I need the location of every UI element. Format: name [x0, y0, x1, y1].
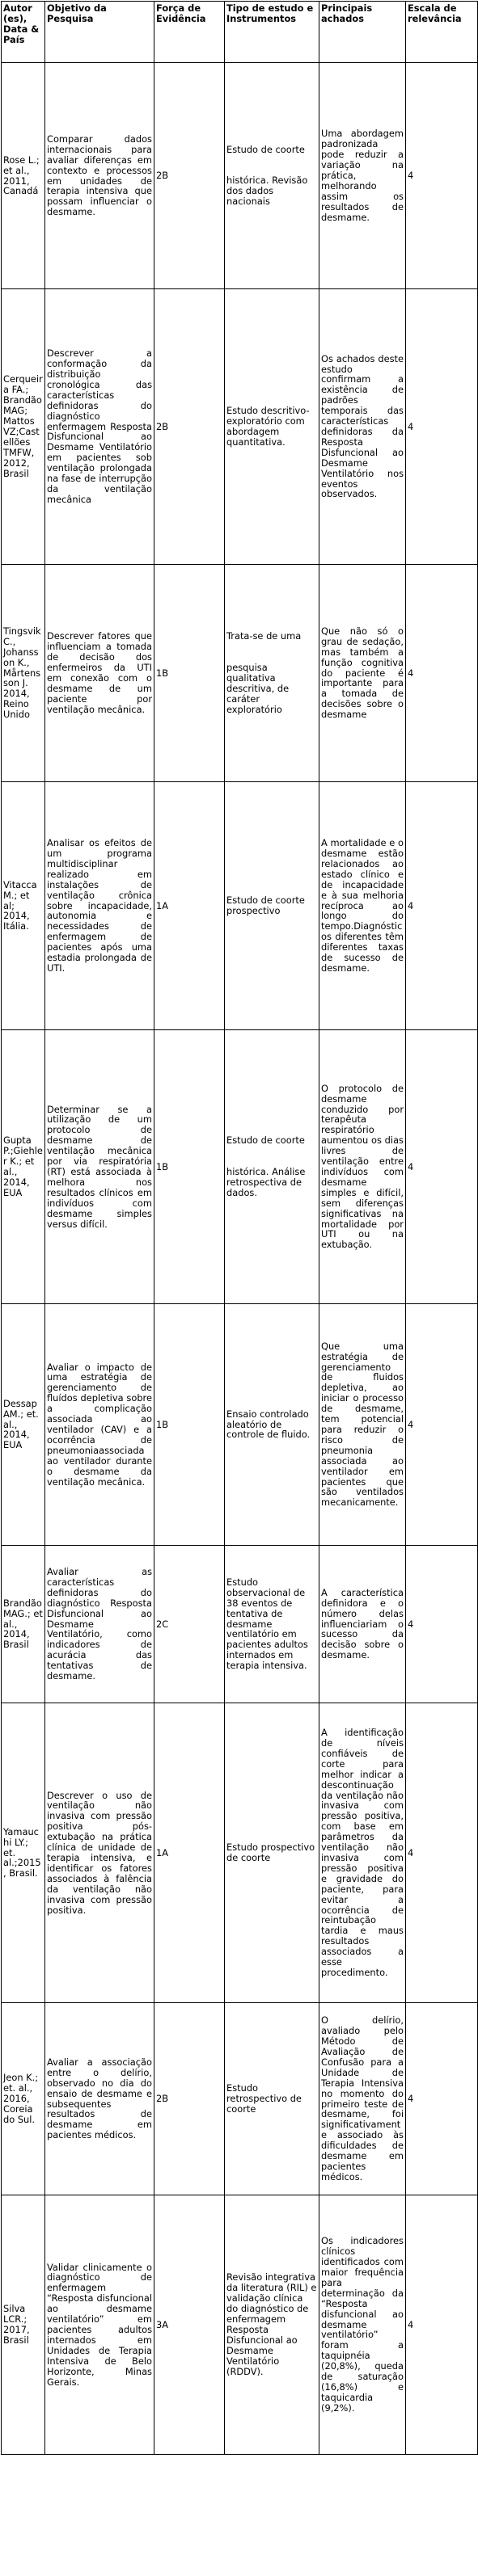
- study-type-text: Estudo de coorte: [226, 1134, 305, 1147]
- findings-cell: Que uma estratégia de gerenciamento de fluidos depletiva, ao iniciar o processo de desmame, tem potencial para reduzir o risco de pneumonia associada ao ventilador em pacientes que são ventilados mecanicamente.: [319, 1304, 406, 1546]
- study-type-cell: [225, 289, 319, 565]
- study-type-continuation: histórica. Revisão dos dados nacionais: [226, 175, 308, 208]
- table-row: [2, 63, 478, 289]
- study-type-cell: [225, 1703, 319, 2003]
- relevance-cell: 4: [406, 1304, 478, 1546]
- relevance-cell: 4: [406, 1030, 478, 1304]
- objective-cell: Determinar se a utilização de um protocolo de desmame de ventilação mecânica por via respiratória (RT) está associada à melhora nos resultados clínicos em indivíduos com desmame simples versus difícil.: [45, 1030, 154, 1304]
- study-type-cell: [225, 1030, 319, 1304]
- objective-cell: Comparar dados internacionais para avaliar diferenças em contexto e processos em unidades de terapia intensiva que possam influenciar o desmame.: [45, 63, 154, 289]
- study-type-cell: [225, 782, 319, 1030]
- table-row: [2, 289, 478, 565]
- study-type-text: Trata-se de uma: [226, 630, 302, 642]
- table-row: [2, 1304, 478, 1546]
- relevance-cell: 4: [406, 565, 478, 782]
- study-type-text: Estudo prospectivo de coorte: [226, 1842, 315, 1863]
- study-type-cell: [225, 1546, 319, 1703]
- header-relevance: Escala de relevância: [406, 2, 478, 63]
- study-type-cell: [225, 2003, 319, 2195]
- objective-cell: Descrever fatores que influenciam a tomada de decisão dos enfermeiros da UTI em conexão com o desmame de um paciente por ventilação mecânica.: [45, 565, 154, 782]
- findings-cell: Os achados deste estudo confirmam a existência de padrões temporais das características definidoras da Resposta Disfuncional ao Desmame Ventilatório nos eventos observados.: [319, 289, 406, 565]
- relevance-cell: 4: [406, 1546, 478, 1703]
- study-type-text: Estudo descritivo-exploratório com abordagem quantitativa.: [226, 405, 310, 448]
- relevance-cell: 4: [406, 2003, 478, 2195]
- evidence-cell: 1B: [154, 1304, 225, 1546]
- study-type-text: Estudo de coorte: [226, 143, 305, 155]
- evidence-cell: 1B: [154, 1030, 225, 1304]
- study-type-text: Estudo de coorte prospectivo: [226, 894, 305, 916]
- author-cell: Vitacca M.; et al; 2014, Itália.: [2, 782, 45, 1030]
- objective-cell: Descrever o uso de ventilação não invasiva com pressão positiva pós-extubação na prática clínica de unidade de terapia intensiva, e identificar os fatores associados à falência da ventilação não invasiva com pressão positiva.: [45, 1703, 154, 2003]
- study-type-cell: [225, 2195, 319, 2455]
- relevance-cell: 4: [406, 289, 478, 565]
- findings-cell: A identificação de níveis confiáveis de corte para melhor indicar a descontinuação da ventilação não invasiva com pressão positiva, com base em parâmetros da ventilação não invasiva com pressão positiva e gravidade do paciente, para evitar a ocorrência de reintubação tardia e maus resultados associados a esse procedimento.: [319, 1703, 406, 2003]
- relevance-cell: 4: [406, 2195, 478, 2455]
- study-type-cell: [225, 565, 319, 782]
- literature-review-table: [1, 1, 478, 2455]
- study-type-text: Ensaio controlado aleatório de controle de fluido.: [226, 1408, 311, 1441]
- findings-cell: O protocolo de desmame conduzido por terapêuta respiratório aumentou os dias livres de ventilação entre indivíduos com desmame simples e difícil, sem diferenças significativas na mortalidade por UTI ou na extubação.: [319, 1030, 406, 1304]
- findings-cell: Uma abordagem padronizada pode reduzir a variação na prática, melhorando assim os resultados de desmame.: [319, 63, 406, 289]
- author-cell: Silva LCR.; 2017, Brasil: [2, 2195, 45, 2455]
- objective-cell: Avaliar as características definidoras do diagnóstico Resposta Disfuncional ao Desmame Ventilatório, como indicadores de acurácia das tentativas de desmame.: [45, 1546, 154, 1703]
- objective-cell: Avaliar o impacto de uma estratégia de gerenciamento de fluídos depletiva sobre a complicação associada ao ventilador (CAV) e a ocorrência de pneumoniaassociada ao ventilador durante o desmame da ventilação mecânica.: [45, 1304, 154, 1546]
- evidence-cell: 3A: [154, 2195, 225, 2455]
- relevance-cell: 4: [406, 782, 478, 1030]
- objective-cell: Analisar os efeitos de um programa multidisciplinar realizado em instalações de ventilação crônica sobre incapacidade, autonomia e necessidades de enfermagem de pacientes após uma estadia prolongada de UTI.: [45, 782, 154, 1030]
- author-cell: Brandão MAG.; et al., 2014, Brasil: [2, 1546, 45, 1703]
- table-row: [2, 1546, 478, 1703]
- header-objective: Objetivo da Pesquisa: [45, 2, 154, 63]
- findings-cell: Que não só o grau de sedação, mas também a função cognitiva do paciente é importante para a tomada de decisões sobre o desmame: [319, 565, 406, 782]
- header-author: Autor (es), Data & País: [2, 2, 45, 63]
- study-type-cell: [225, 1304, 319, 1546]
- findings-cell: O delírio, avaliado pelo Método de Avaliação de Confusão para a Unidade de Terapia Intensiva no momento do primeiro teste de desmame, foi significativamente associado às dificuldades de desmame em pacientes médicos.: [319, 2003, 406, 2195]
- objective-cell: Descrever a conformação da distribuição cronológica das características definidoras do diagnóstico enfermagem Resposta Disfuncional ao Desmame Ventilatório em pacientes sob ventilação prolongada na fase de interrupção da ventilação mecânica: [45, 289, 154, 565]
- author-cell: Yamauchi LY.; et. al.;2015, Brasil.: [2, 1703, 45, 2003]
- findings-cell: Os indicadores clínicos identificados com maior frequência para determinação da “Resposta disfuncional ao desmame ventilatório” foram a taquipnéia (20,8%), queda de saturação (16,8%) e taquicardia (9,2%).: [319, 2195, 406, 2455]
- study-type-text: Estudo retrospectivo de coorte: [226, 2082, 302, 2115]
- evidence-cell: 1B: [154, 565, 225, 782]
- evidence-cell: 1A: [154, 782, 225, 1030]
- table-row: [2, 1030, 478, 1304]
- table-row: [2, 782, 478, 1030]
- relevance-cell: 4: [406, 63, 478, 289]
- objective-cell: Validar clinicamente o diagnóstico de enfermagem “Resposta disfuncional ao desmame ventilatório” em pacientes adultos internados em Unidades de Terapia Intensiva de Belo Horizonte, Minas Gerais.: [45, 2195, 154, 2455]
- findings-cell: A característica definidora e o número delas influenciariam o sucesso da decisão sobre o desmame.: [319, 1546, 406, 1703]
- evidence-cell: 2B: [154, 63, 225, 289]
- header-row: [2, 2, 478, 63]
- author-cell: Jeon K.; et. al., 2016, Coreia do Sul.: [2, 2003, 45, 2195]
- author-cell: Tingsvik C., Johansson K., Mårtensson J. 2014, Reino Unido: [2, 565, 45, 782]
- objective-cell: Avaliar a associação entre o delírio, observado no dia do ensaio de desmame e subsequentes resultados de desmame em pacientes médicos.: [45, 2003, 154, 2195]
- table-row: [2, 2195, 478, 2455]
- author-cell: Rose L.; et al., 2011, Canadá: [2, 63, 45, 289]
- evidence-cell: 1A: [154, 1703, 225, 2003]
- evidence-cell: 2B: [154, 2003, 225, 2195]
- header-findings: Principais achados: [319, 2, 406, 63]
- study-type-text: Estudo observacional de 38 eventos de tentativa de desmame ventilatório em pacientes adultos internados em terapia intensiva.: [226, 1576, 308, 1672]
- study-type-text: Revisão integrativa da literatura (RIL) e validação clínica do diagnóstico de enfermagem Resposta Disfuncional ao Desmame Ventilatório (RDDV).: [226, 2271, 317, 2377]
- study-type-cell: [225, 63, 319, 289]
- evidence-cell: 2C: [154, 1546, 225, 1703]
- table-row: [2, 1703, 478, 2003]
- header-study-type: Tipo de estudo e Instrumentos: [225, 2, 319, 63]
- header-evidence: Força de Evidência: [154, 2, 225, 63]
- evidence-cell: 2B: [154, 289, 225, 565]
- study-type-continuation: histórica. Análise retrospectiva de dados.: [226, 1165, 306, 1198]
- study-type-continuation: pesquisa qualitativa descritiva, de caráter exploratório: [226, 662, 290, 715]
- table-row: [2, 565, 478, 782]
- author-cell: Cerqueira FA.; Brandão MAG; Mattos VZ;Castellões TMFW, 2012, Brasil: [2, 289, 45, 565]
- author-cell: Gupta P.;Giehler K.; et al., 2014, EUA: [2, 1030, 45, 1304]
- table-row: [2, 2003, 478, 2195]
- relevance-cell: 4: [406, 1703, 478, 2003]
- author-cell: Dessap AM.; et. al., 2014, EUA: [2, 1304, 45, 1546]
- findings-cell: A mortalidade e o desmame estão relacionados ao estado clínico e de incapacidade e à sua melhoria recíproca ao longo do tempo.Diagnósticos diferentes têm diferentes taxas de sucesso de desmame.: [319, 782, 406, 1030]
